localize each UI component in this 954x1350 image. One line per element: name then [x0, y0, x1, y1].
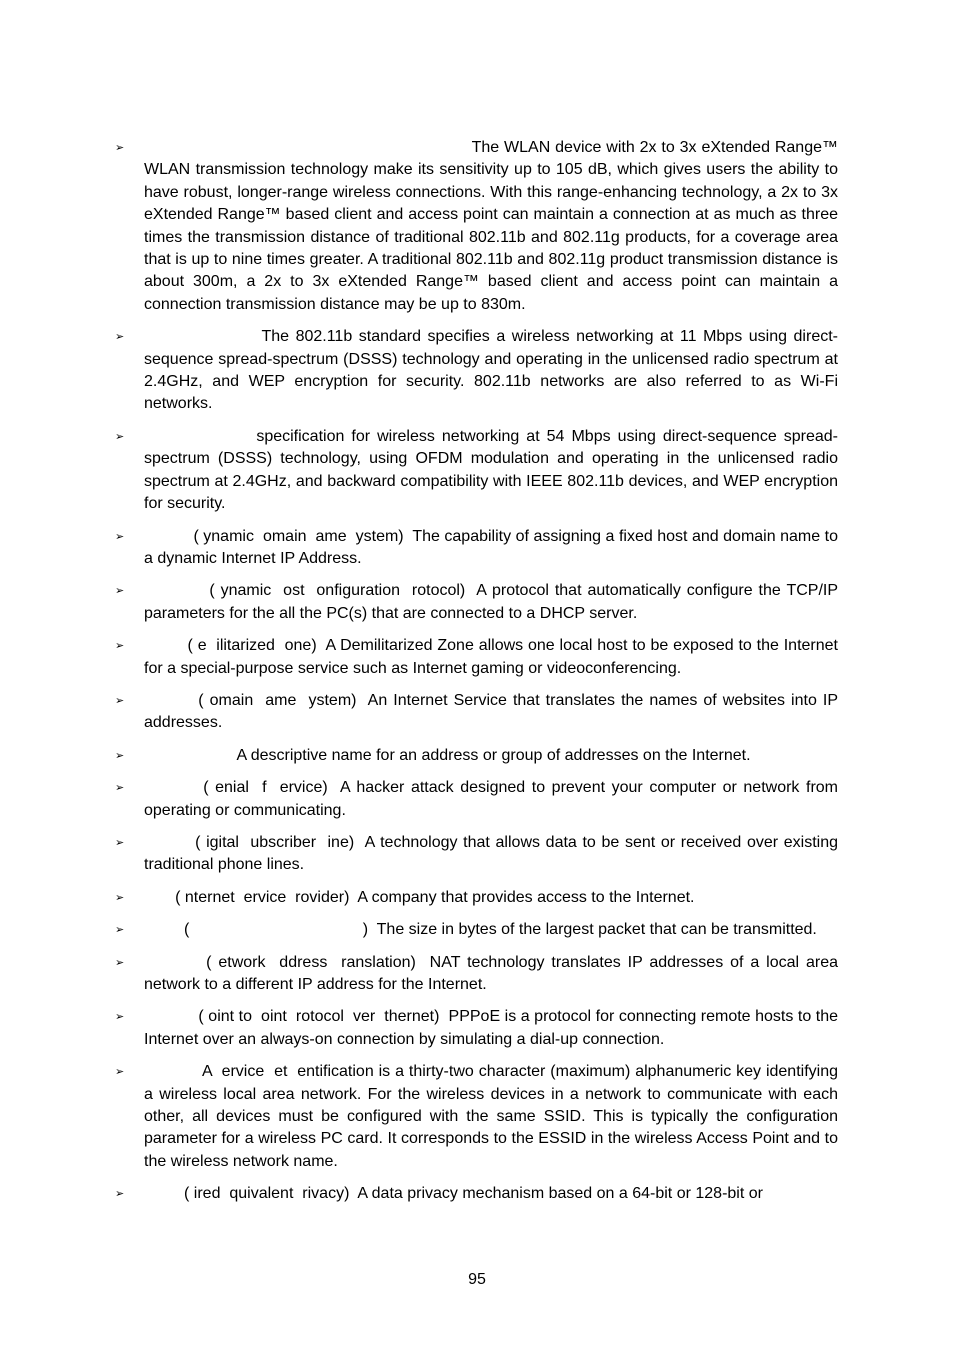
glossary-definition: A hacker attack designed to prevent your computer or network from operating or communicating.	[144, 779, 839, 819]
glossary-entry	[0, 777, 954, 822]
glossary-definition: The capability of assigning a fixed host and domain name to a dynamic Internet IP Address.	[144, 527, 838, 567]
bullet-arrow-icon: ➢	[115, 749, 125, 762]
glossary-definition: specification for wireless networking at 54 Mbps using direct-sequence spread-spectrum (DSSS) technology, using OFDM modulation and operating in the unlicensed radio spectrum at 2.4GHz, and backward compatibility with IEEE 802.11b devices, and WEP encryption for security.	[144, 427, 839, 513]
glossary-definition: A company that provides access to the Internet.	[357, 888, 695, 906]
bullet-arrow-icon: ➢	[115, 956, 125, 969]
glossary-entry	[0, 635, 954, 680]
glossary-entry	[0, 952, 954, 997]
glossary-entry	[0, 1183, 954, 1205]
glossary-list	[0, 137, 954, 1216]
bullet-arrow-icon: ➢	[115, 836, 125, 849]
glossary-definition: A Demilitarized Zone allows one local host to be exposed to the Internet for a special-purpose service such as Internet gaming or videoconferencing.	[144, 637, 838, 677]
glossary-term: ( oint to oint rotocol ver thernet)	[144, 1008, 449, 1026]
glossary-term: ( e ilitarized one)	[144, 637, 326, 655]
glossary-term	[144, 747, 236, 764]
glossary-definition: The size in bytes of the largest packet that can be transmitted.	[376, 921, 817, 939]
glossary-term: ( omain ame ystem)	[144, 691, 368, 709]
bullet-arrow-icon: ➢	[115, 924, 125, 937]
glossary-entry	[0, 887, 954, 909]
glossary-entry	[0, 919, 954, 941]
glossary-entry	[0, 690, 954, 735]
glossary-term: A ervice et entification	[144, 1063, 379, 1081]
glossary-term	[144, 428, 256, 445]
glossary-term: ( ynamic ost onfiguration rotocol)	[144, 582, 477, 600]
glossary-term: ( nternet ervice rovider)	[144, 888, 358, 906]
glossary-term	[144, 139, 472, 156]
glossary-entry	[0, 1006, 954, 1051]
bullet-arrow-icon: ➢	[115, 142, 125, 154]
glossary-definition: A descriptive name for an address or group of addresses on the Internet.	[236, 746, 751, 764]
glossary-term: ( enial f ervice)	[144, 779, 340, 797]
bullet-arrow-icon: ➢	[115, 891, 125, 904]
bullet-arrow-icon: ➢	[115, 782, 125, 795]
bullet-arrow-icon: ➢	[115, 1066, 125, 1079]
glossary-term: ( ired quivalent rivacy)	[144, 1185, 358, 1203]
glossary-definition: NAT technology translates IP addresses of a local area network to a different IP address for the Internet.	[144, 953, 838, 993]
glossary-term: ( )	[144, 921, 377, 939]
glossary-term	[144, 328, 261, 345]
glossary-entry	[0, 832, 954, 877]
glossary-entry	[0, 745, 954, 767]
bullet-arrow-icon: ➢	[115, 1188, 125, 1201]
glossary-definition: PPPoE is a protocol for connecting remote hosts to the Internet over an always-on connection by simulating a dial-up connection.	[144, 1008, 839, 1048]
glossary-definition: is a thirty-two character (maximum) alphanumeric key identifying a wireless local area network. For the wireless devices in a network to communicate with each other, all devices must be configured with the same SSID. This is typically the configuration parameter for a wireless PC card. It corresponds to the ESSID in the wireless Access Point and to the wireless network name.	[144, 1063, 838, 1170]
page-number: 95	[468, 1271, 486, 1288]
glossary-entry	[0, 137, 954, 316]
bullet-arrow-icon: ➢	[115, 640, 125, 653]
bullet-arrow-icon: ➢	[115, 430, 125, 443]
bullet-arrow-icon: ➢	[115, 1011, 125, 1024]
glossary-definition: An Internet Service that translates the names of websites into IP addresses.	[144, 691, 838, 732]
glossary-definition: A protocol that automatically configure the TCP/IP parameters for the all the PC(s) that are connected to a DHCP server.	[144, 582, 839, 622]
glossary-entry	[0, 580, 954, 625]
bullet-arrow-icon: ➢	[115, 331, 125, 344]
bullet-arrow-icon: ➢	[115, 585, 125, 598]
glossary-term: ( igital ubscriber ine)	[144, 833, 365, 851]
glossary-entry	[0, 1061, 954, 1173]
glossary-definition: The 802.11b standard specifies a wireless networking at 11 Mbps using direct-sequence spread-spectrum (DSSS) technology and operating in the unlicensed radio spectrum at 2.4GHz, and WEP encryption for security. 802.11b networks are also referred to as Wi-Fi networks.	[144, 328, 838, 413]
glossary-entry	[0, 426, 954, 516]
glossary-entry	[0, 326, 954, 416]
glossary-term: ( etwork ddress ranslation)	[144, 953, 430, 971]
glossary-definition: A data privacy mechanism based on a 64-bit or 128-bit or	[357, 1185, 763, 1203]
glossary-term: ( ynamic omain ame ystem)	[144, 527, 413, 545]
glossary-definition: A technology that allows data to be sent or received over existing traditional phone lines.	[144, 833, 838, 874]
bullet-arrow-icon: ➢	[115, 530, 125, 543]
bullet-arrow-icon: ➢	[115, 694, 125, 707]
glossary-definition: The WLAN device with 2x to 3x eXtended Range™ WLAN transmission technology make its sensitivity up to 105 dB, which gives users the ability to have robust, longer-range wireless connections. With this range-enhancing technology, a 2x to 3x eXtended Range™ based client and access point can maintain a connection at as much as three times the transmission distance of traditional 802.11b and 802.11g products, for a coverage area that is up to nine times greater. A traditional 802.11b and 802.11g product transmission distance is about 300m, a 2x to 3x eXtended Range™ based client and access point can maintain a connection transmission distance may be up to 830m.	[144, 139, 839, 313]
glossary-entry	[0, 526, 954, 571]
